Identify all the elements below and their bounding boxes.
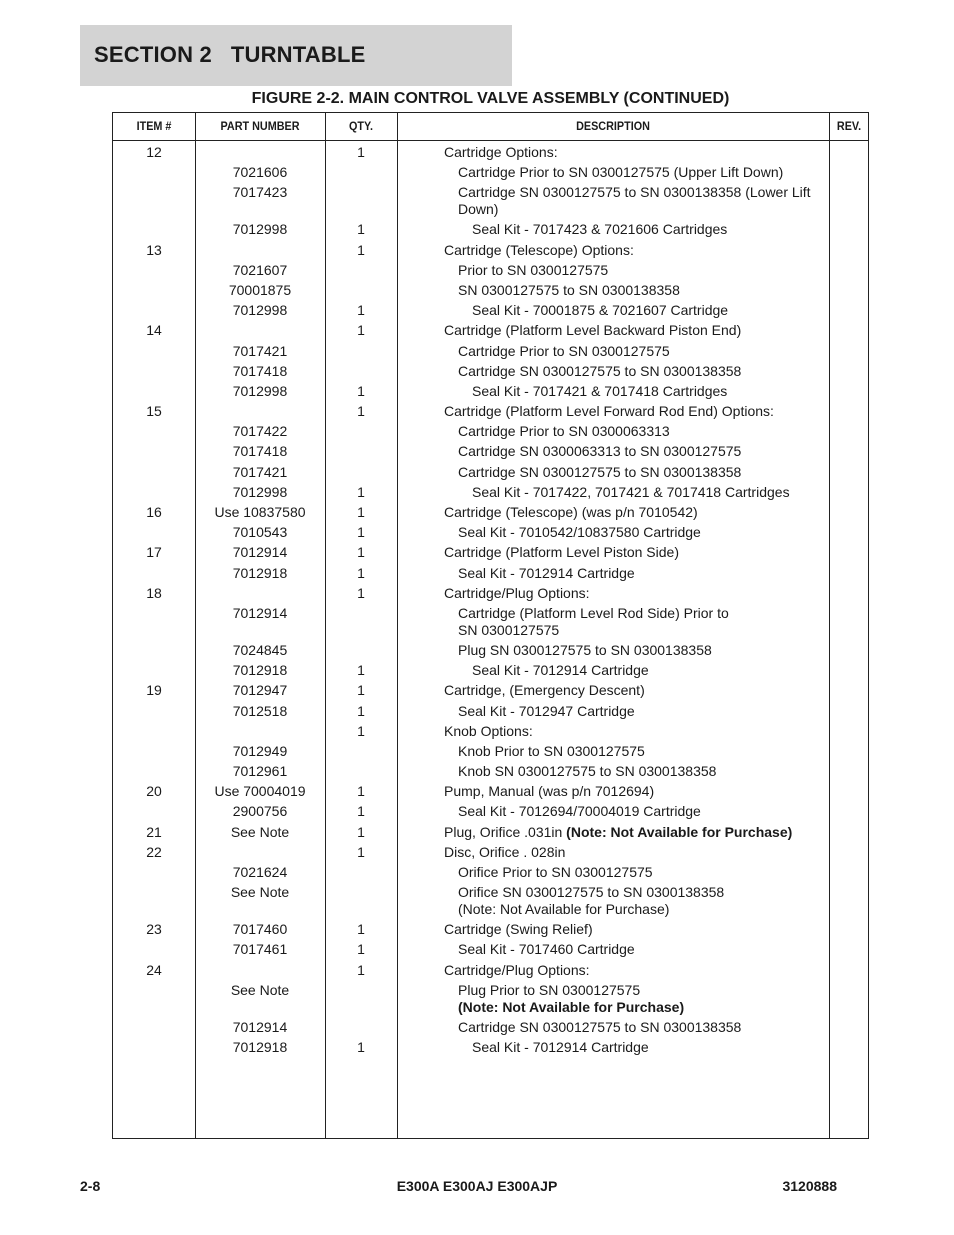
description-text: Cartridge/Plug Options:: [444, 961, 590, 978]
item-number: 18: [146, 584, 162, 601]
description: [397, 242, 829, 259]
table-row: [113, 381, 868, 401]
part-number: 7021606: [232, 164, 288, 181]
header-rev: REV.: [836, 119, 862, 133]
description: [397, 302, 829, 319]
table-row: [113, 680, 868, 700]
table-row: [113, 939, 868, 959]
description: [397, 383, 829, 400]
description-text: Seal Kit - 70001875 & 7021607 Cartridge: [472, 302, 729, 319]
description-text: Knob SN 0300127575 to SN 0300138358: [458, 763, 717, 780]
table-row: [113, 182, 868, 219]
description: [397, 763, 829, 780]
description: [397, 363, 829, 380]
table-row: [113, 162, 868, 182]
part-number: 7021624: [232, 864, 288, 880]
item-number: 17: [146, 544, 162, 561]
description: [397, 723, 829, 740]
description-text: Pump, Manual (was p/n 7012694): [444, 783, 655, 800]
description: [397, 864, 829, 881]
part-number: 7012947: [232, 682, 288, 699]
part-number: 7017423: [232, 184, 288, 201]
description-text: Seal Kit - 7010542/10837580 Cartridge: [458, 524, 701, 541]
description-text: Cartridge Prior to SN 0300127575 (Upper Lift Down): [458, 164, 784, 181]
table-row: [113, 320, 868, 340]
quantity: 1: [357, 144, 365, 160]
description-text: Seal Kit - 7017421 & 7017418 Cartridges: [472, 382, 728, 399]
description: [397, 524, 829, 541]
description: [397, 484, 829, 501]
figure-title: FIGURE 2-2. MAIN CONTROL VALVE ASSEMBLY (CONTINUED): [251, 90, 730, 107]
part-number: See Note: [230, 884, 290, 901]
description: [397, 642, 829, 659]
quantity: 1: [357, 921, 365, 938]
table-row: [113, 522, 868, 542]
description: [397, 585, 829, 602]
table-row: [113, 563, 868, 583]
description: [397, 662, 829, 679]
table-row: [113, 640, 868, 660]
quantity: 1: [357, 302, 365, 319]
description: [397, 464, 829, 481]
quantity: 1: [357, 524, 365, 541]
description: [397, 921, 829, 938]
description-text: Cartridge SN 0300127575 to SN 0300138358 (Lower Lift Down): [458, 184, 811, 218]
part-number: 7012998: [232, 382, 288, 399]
description: [397, 844, 829, 861]
document-number: 3120888: [782, 1178, 837, 1194]
part-number: 7017460: [232, 921, 288, 938]
description: [397, 403, 829, 420]
part-number: 7010543: [232, 524, 288, 541]
description-text: Seal Kit - 7017460 Cartridge: [458, 941, 635, 958]
quantity: 1: [357, 544, 365, 561]
description: [397, 322, 829, 339]
description: [397, 982, 829, 1016]
quantity: 1: [357, 221, 365, 238]
table-row: [113, 441, 868, 461]
description-continuation: SN 0300127575: [458, 621, 560, 638]
table-row: [113, 142, 868, 162]
description: [397, 443, 829, 460]
item-number: 19: [146, 682, 162, 699]
description-text: Cartridge (Platform Level Forward Rod End) Options:: [444, 403, 774, 420]
header-description: DESCRIPTION: [576, 119, 650, 133]
table-row: [113, 660, 868, 680]
table-row: [113, 361, 868, 381]
description-text: Cartridge (Platform Level Backward Piston End): [444, 322, 742, 339]
part-number: 7024845: [232, 641, 288, 658]
description: [397, 504, 829, 521]
description-text: Seal Kit - 7012914 Cartridge: [472, 1038, 649, 1055]
description-text: Cartridge (Telescope) Options:: [444, 241, 634, 258]
part-number: See Note: [230, 823, 290, 840]
section-title: SECTION 2 TURNTABLE: [94, 42, 366, 67]
table-body: [113, 142, 868, 1057]
description-text: Cartridge (Platform Level Rod Side) Prior to: [458, 604, 729, 621]
description: [397, 565, 829, 582]
quantity: 1: [357, 584, 365, 601]
description-text: Knob Prior to SN 0300127575: [458, 742, 645, 759]
table-row: [113, 219, 868, 239]
description: [397, 941, 829, 958]
table-row: [113, 721, 868, 741]
description-note: (Note: Not Available for Purchase): [566, 823, 793, 840]
part-number: 7012998: [232, 221, 288, 238]
table-row: [113, 1037, 868, 1057]
description-text: Cartridge, (Emergency Descent): [444, 682, 645, 699]
description-text: Seal Kit - 7012694/70004019 Cartridge: [458, 803, 701, 820]
description-text: Orifice Prior to SN 0300127575: [458, 864, 653, 880]
description-text: Knob Options:: [444, 722, 533, 739]
part-number: 7012918: [232, 564, 288, 581]
part-number: 7017461: [232, 941, 288, 958]
description: [397, 962, 829, 979]
description: [397, 544, 829, 561]
table-header: [113, 113, 868, 141]
description: [397, 221, 829, 238]
part-number: 7017418: [232, 362, 288, 379]
description-text: Cartridge SN 0300127575 to SN 0300138358: [458, 362, 742, 379]
quantity: 1: [357, 783, 365, 800]
part-number: 2900756: [232, 803, 288, 820]
table-row: [113, 421, 868, 441]
part-number: See Note: [230, 981, 290, 998]
item-number: 14: [146, 322, 162, 339]
description: [397, 803, 829, 820]
part-number: Use 10837580: [214, 504, 306, 520]
quantity: 1: [357, 1038, 365, 1055]
quantity: 1: [357, 662, 365, 679]
item-number: 12: [146, 144, 162, 160]
description: [397, 262, 829, 279]
table-row: [113, 741, 868, 761]
part-number: 7012914: [232, 604, 288, 621]
description: [397, 783, 829, 800]
item-number: 15: [146, 403, 162, 420]
section-banner: [80, 25, 512, 86]
quantity: 1: [357, 564, 365, 581]
table-row: [113, 1017, 868, 1037]
description: [397, 743, 829, 760]
part-number: 7017421: [232, 342, 288, 359]
quantity: 1: [357, 941, 365, 958]
part-number: 7012998: [232, 302, 288, 319]
part-number: 7012914: [232, 1018, 288, 1035]
description: [397, 682, 829, 699]
description-text: SN 0300127575 to SN 0300138358: [458, 281, 680, 298]
description-text: Cartridge Options:: [444, 144, 558, 160]
description-text: Cartridge SN 0300127575 to SN 0300138358: [458, 1018, 742, 1035]
quantity: 1: [357, 823, 365, 840]
description: [397, 605, 829, 639]
quantity: 1: [357, 803, 365, 820]
description-text: Plug Prior to SN 0300127575: [458, 981, 641, 998]
part-number: 7012518: [232, 702, 288, 719]
item-number: 24: [146, 961, 162, 978]
description-text: Orifice SN 0300127575 to SN 0300138358: [458, 884, 725, 901]
description-text: Disc, Orifice . 028in: [444, 843, 566, 860]
quantity: 1: [357, 403, 365, 420]
quantity: 1: [357, 504, 365, 520]
item-number: 13: [146, 241, 162, 258]
part-number: 7012961: [232, 763, 288, 780]
header-item: ITEM #: [136, 119, 172, 133]
item-number: 20: [146, 783, 162, 800]
description-continuation: (Note: Not Available for Purchase): [458, 901, 670, 918]
description: [397, 1039, 829, 1056]
quantity: 1: [357, 722, 365, 739]
table-row: [113, 960, 868, 980]
item-number: 23: [146, 921, 162, 938]
description-continuation: (Note: Not Available for Purchase): [458, 998, 685, 1015]
table-row: [113, 280, 868, 300]
table-row: [113, 701, 868, 721]
table-row: [113, 781, 868, 801]
table-row: [113, 919, 868, 939]
part-number: 7012998: [232, 483, 288, 500]
table-row: [113, 341, 868, 361]
table-row: [113, 583, 868, 603]
part-number: 7012918: [232, 662, 288, 679]
description: [397, 703, 829, 720]
table-row: [113, 801, 868, 821]
quantity: 1: [357, 961, 365, 978]
description-text: Plug SN 0300127575 to SN 0300138358: [458, 641, 712, 658]
table-row: [113, 240, 868, 260]
table-row: [113, 300, 868, 320]
description: [397, 824, 829, 841]
header-part-number: PART NUMBER: [220, 119, 300, 133]
part-number: 7017421: [232, 463, 288, 480]
description-text: Seal Kit - 7017422, 7017421 & 7017418 Cartridges: [472, 483, 790, 500]
part-number: 7021607: [232, 261, 288, 278]
part-number: 7012914: [232, 544, 288, 561]
description: [397, 884, 829, 918]
table-row: [113, 980, 868, 1017]
description-text: Cartridge Prior to SN 0300063313: [458, 423, 670, 440]
part-number: 70001875: [228, 281, 292, 298]
quantity: 1: [357, 241, 365, 258]
quantity: 1: [357, 682, 365, 699]
description-text: Cartridge (Platform Level Piston Side): [444, 544, 679, 561]
description-text: Cartridge/Plug Options:: [444, 584, 590, 601]
page-number: 2-8: [80, 1178, 101, 1194]
description-text: Seal Kit - 7012914 Cartridge: [472, 662, 649, 679]
part-number: 7012949: [232, 742, 288, 759]
table-row: [113, 603, 868, 640]
part-number: 7017422: [232, 423, 288, 440]
quantity: 1: [357, 322, 365, 339]
quantity: 1: [357, 382, 365, 399]
table-row: [113, 882, 868, 919]
table-row: [113, 842, 868, 862]
description-text: Seal Kit - 7012947 Cartridge: [458, 702, 635, 719]
header-qty: QTY.: [348, 119, 373, 133]
model-numbers: E300A E300AJ E300AJP: [396, 1178, 558, 1194]
item-number: 22: [146, 843, 162, 860]
table-row: [113, 260, 868, 280]
parts-table: [112, 112, 869, 1139]
description-text: Seal Kit - 7012914 Cartridge: [458, 564, 635, 581]
part-number: 7012918: [232, 1038, 288, 1055]
item-number: 21: [146, 823, 162, 840]
description: [397, 184, 829, 218]
table-row: [113, 822, 868, 842]
description-text: Cartridge (Telescope) (was p/n 7010542): [444, 504, 698, 520]
description-text: Seal Kit - 7017423 & 7021606 Cartridges: [472, 221, 728, 238]
quantity: 1: [357, 483, 365, 500]
description-text: Plug, Orifice .031in: [444, 823, 567, 840]
description: [397, 343, 829, 360]
description-text: Prior to SN 0300127575: [458, 261, 609, 278]
quantity: 1: [357, 702, 365, 719]
table-row: [113, 502, 868, 522]
description: [397, 423, 829, 440]
table-row: [113, 761, 868, 781]
part-number: Use 70004019: [214, 783, 306, 800]
description: [397, 164, 829, 181]
table-row: [113, 401, 868, 421]
quantity: 1: [357, 843, 365, 860]
description: [397, 282, 829, 299]
description: [397, 1019, 829, 1036]
table-row: [113, 862, 868, 882]
table-row: [113, 482, 868, 502]
description-text: Cartridge (Swing Relief): [444, 921, 593, 938]
description-text: Cartridge SN 0300127575 to SN 0300138358: [458, 463, 742, 480]
description-text: Cartridge SN 0300063313 to SN 0300127575: [458, 443, 742, 460]
description: [397, 144, 829, 161]
description-text: Cartridge Prior to SN 0300127575: [458, 342, 670, 359]
table-row: [113, 462, 868, 482]
item-number: 16: [146, 504, 162, 520]
table-row: [113, 542, 868, 562]
part-number: 7017418: [232, 443, 288, 460]
